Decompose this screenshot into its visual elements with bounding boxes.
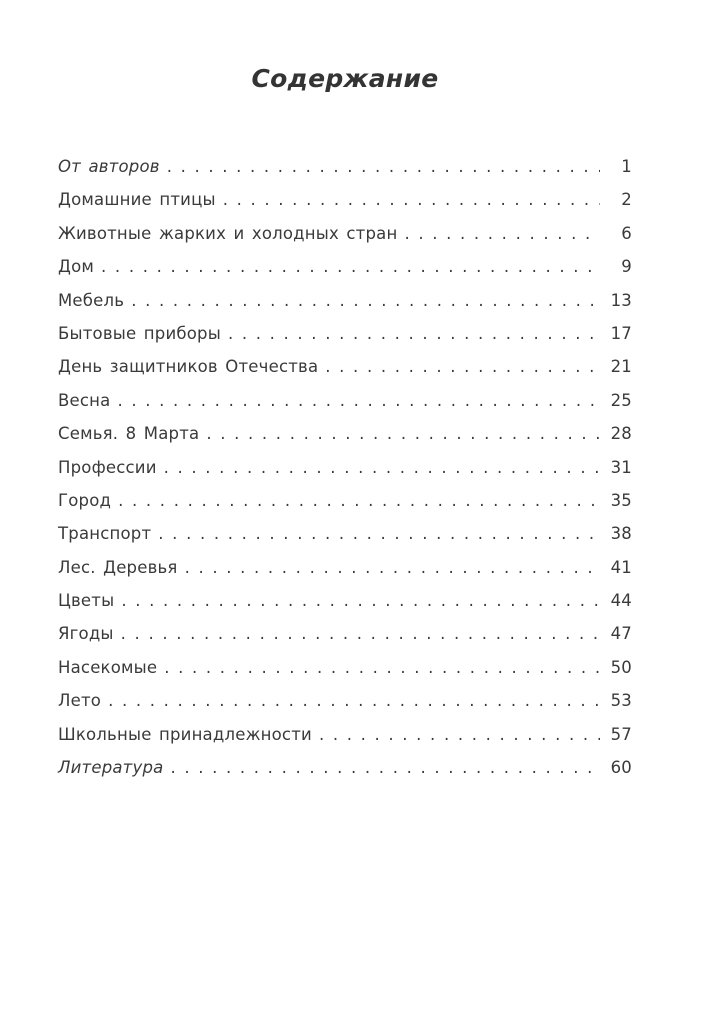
toc-entry-label: От авторов	[58, 157, 160, 176]
toc-entry-page-number: 38	[610, 524, 632, 544]
toc-entry-page-number: 47	[610, 624, 632, 644]
toc-entry-label: Насекомые	[58, 657, 158, 677]
dot-leader	[158, 517, 600, 550]
toc-entry-page-number: 44	[610, 591, 632, 611]
dot-leader	[164, 651, 600, 684]
page-title: Содержание	[251, 64, 439, 93]
toc-entry	[58, 317, 632, 350]
toc-entry-page-number: 25	[610, 390, 632, 410]
toc-entry-label: Школьные принадлежности	[58, 724, 312, 744]
toc-entry	[58, 284, 632, 317]
toc-entry	[58, 718, 632, 751]
toc-entry	[58, 651, 632, 684]
toc-entry	[58, 517, 632, 550]
toc-entry-page-number: 17	[610, 323, 632, 343]
dot-leader	[325, 350, 600, 383]
toc-entry-label: Лес. Деревья	[58, 557, 178, 577]
dot-leader	[170, 751, 600, 784]
toc-entry-label: Дом	[58, 257, 95, 277]
toc-entry-label: Мебель	[58, 290, 125, 310]
toc-entry-page-number: 57	[610, 724, 632, 744]
toc-entry	[58, 484, 632, 517]
toc-entry-label: Город	[58, 490, 112, 510]
toc-entry-page-number: 13	[610, 290, 632, 310]
dot-leader	[185, 551, 600, 584]
toc-entry-page-number: 41	[610, 557, 632, 577]
toc-entry	[58, 350, 632, 383]
toc-entry	[58, 617, 632, 650]
toc-entry-label: Животные жарких и холодных стран	[58, 223, 398, 243]
dot-leader	[223, 183, 600, 216]
toc-entry	[58, 751, 632, 784]
toc-list	[58, 150, 632, 784]
toc-entry-label: Домашние птицы	[58, 190, 216, 210]
toc-entry-page-number: 28	[610, 424, 632, 444]
dot-leader	[319, 718, 600, 751]
toc-entry-label: Цветы	[58, 591, 115, 611]
toc-entry-page-number: 2	[621, 190, 632, 210]
toc-entry	[58, 384, 632, 417]
toc-entry-page-number: 31	[610, 457, 632, 477]
toc-entry-label: Бытовые приборы	[58, 323, 221, 343]
toc-entry	[58, 551, 632, 584]
toc-entry	[58, 584, 632, 617]
toc-entry	[58, 451, 632, 484]
dot-leader	[118, 484, 600, 517]
toc-entry-page-number: 50	[610, 657, 632, 677]
toc-entry-label: День защитников Отечества	[58, 357, 319, 377]
toc-entry	[58, 150, 632, 183]
toc-entry-page-number: 35	[610, 490, 632, 510]
dot-leader	[131, 284, 600, 317]
dot-leader	[117, 384, 600, 417]
toc-entry-label: Профессии	[58, 457, 157, 477]
toc-entry	[58, 417, 632, 450]
dot-leader	[404, 217, 600, 250]
toc-entry	[58, 684, 632, 717]
toc-entry-label: Семья. 8 Марта	[58, 424, 200, 444]
toc-entry-label: Лето	[58, 691, 102, 711]
dot-leader	[108, 684, 600, 717]
dot-leader	[167, 150, 600, 183]
dot-leader	[121, 617, 600, 650]
toc-entry-page-number: 6	[621, 223, 632, 243]
toc-entry	[58, 250, 632, 283]
dot-leader	[121, 584, 600, 617]
toc-entry-page-number: 9	[621, 257, 632, 277]
dot-leader	[206, 417, 600, 450]
dot-leader	[164, 451, 600, 484]
toc-entry-label: Весна	[58, 390, 111, 410]
toc-entry-page-number: 21	[610, 357, 632, 377]
toc-entry-label: Литература	[58, 758, 164, 778]
toc-entry-page-number: 53	[610, 691, 632, 711]
toc-entry-page-number: 60	[610, 758, 632, 778]
toc-entry	[58, 183, 632, 216]
dot-leader	[101, 250, 600, 283]
dot-leader	[228, 317, 600, 350]
toc-entry-page-number: 1	[621, 157, 632, 176]
toc-entry-label: Транспорт	[58, 524, 152, 544]
toc-entry	[58, 217, 632, 250]
toc-entry-label: Ягоды	[58, 624, 114, 644]
